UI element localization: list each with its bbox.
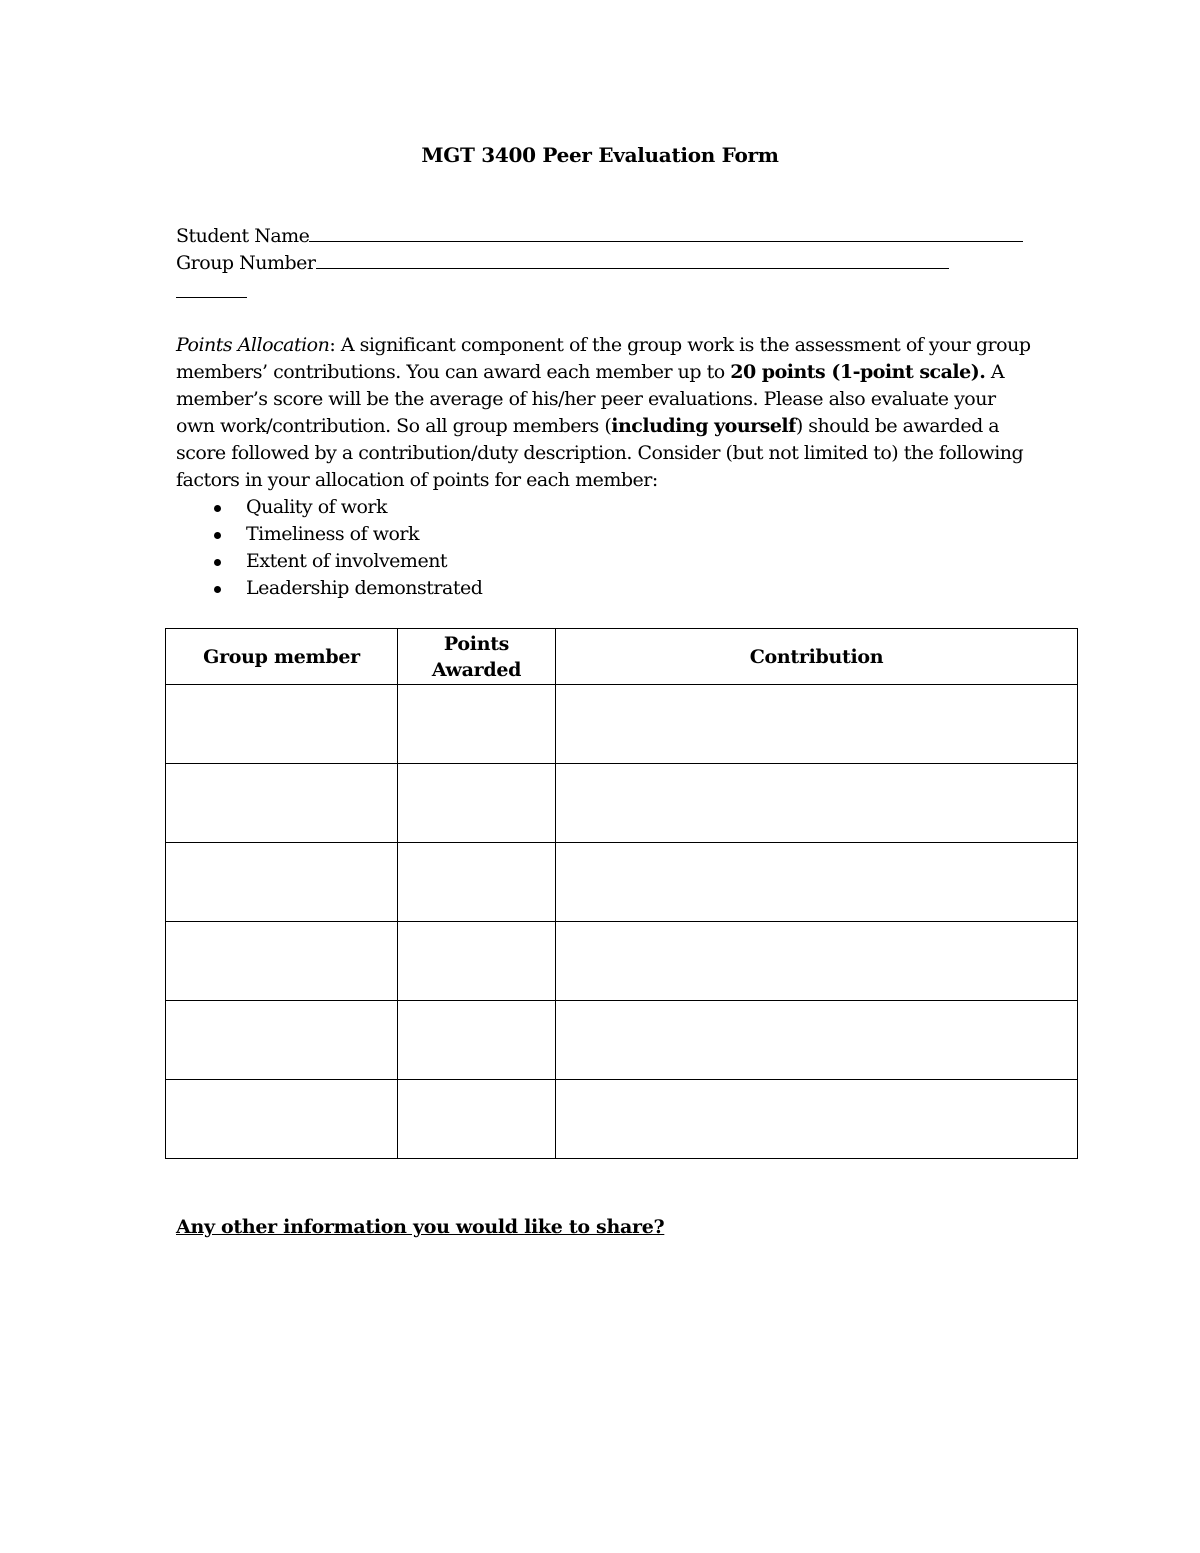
student-name-field[interactable]	[176, 223, 1023, 250]
points-cell[interactable]	[398, 922, 556, 1001]
table-row	[166, 764, 1078, 843]
page-title: MGT 3400 Peer Evaluation Form	[421, 143, 779, 167]
contribution-cell[interactable]	[556, 1001, 1078, 1080]
header-contribution: Contribution	[556, 629, 1078, 685]
instructions	[176, 332, 1036, 602]
instructions-text-2: A member’s score will be the average of his/her peer evaluations. Please also evaluate your own work/contribution. So all group members (	[176, 361, 1005, 437]
points-scale-emphasis: 20 points (1-point scale).	[730, 361, 986, 383]
factor-item	[176, 575, 1036, 602]
table-header-row	[166, 629, 1078, 685]
factor-item	[176, 548, 1036, 575]
table-row	[166, 843, 1078, 922]
table-row	[166, 1001, 1078, 1080]
group-number-blank-continuation	[176, 297, 247, 298]
group-number-label: Group Number	[176, 252, 316, 274]
member-cell[interactable]	[166, 1001, 398, 1080]
table-row	[166, 685, 1078, 764]
factors-list	[176, 494, 1036, 602]
factor-label: Quality of work	[246, 496, 388, 518]
bullet-icon	[214, 532, 221, 539]
member-cell[interactable]	[166, 922, 398, 1001]
other-information-question: Any other information you would like to share?	[176, 1216, 665, 1238]
evaluation-table	[165, 628, 1078, 1159]
group-number-field[interactable]	[176, 250, 949, 277]
table-row	[166, 922, 1078, 1001]
member-cell[interactable]	[166, 764, 398, 843]
factor-label: Extent of involvement	[246, 550, 448, 572]
table-row	[166, 1080, 1078, 1159]
member-cell[interactable]	[166, 685, 398, 764]
factor-label: Timeliness of work	[246, 523, 419, 545]
member-cell[interactable]	[166, 1080, 398, 1159]
contribution-cell[interactable]	[556, 922, 1078, 1001]
student-name-label: Student Name	[176, 225, 310, 247]
contribution-cell[interactable]	[556, 1080, 1078, 1159]
student-name-blank[interactable]	[309, 223, 1023, 242]
factor-item	[176, 494, 1036, 521]
factor-item	[176, 521, 1036, 548]
points-cell[interactable]	[398, 1080, 556, 1159]
header-group-member: Group member	[166, 629, 398, 685]
contribution-cell[interactable]	[556, 843, 1078, 922]
bullet-icon	[214, 505, 221, 512]
including-yourself-emphasis: including yourself	[611, 415, 796, 437]
bullet-icon	[214, 559, 221, 566]
group-number-blank[interactable]	[316, 250, 949, 269]
instructions-text-1: : A significant component of the group work is the assessment of your group members’ contributions. You can award each member up to	[176, 334, 1031, 383]
contribution-cell[interactable]	[556, 685, 1078, 764]
points-cell[interactable]	[398, 685, 556, 764]
points-cell[interactable]	[398, 1001, 556, 1080]
header-points-awarded	[398, 629, 556, 685]
bullet-icon	[214, 586, 221, 593]
instructions-paragraph	[176, 332, 1036, 494]
header-points-line2: Awarded	[431, 658, 522, 681]
header-points-line1: Points	[443, 632, 510, 655]
contribution-cell[interactable]	[556, 764, 1078, 843]
points-allocation-heading: Points Allocation	[176, 334, 330, 356]
member-cell[interactable]	[166, 843, 398, 922]
instructions-text-3: ) should be awarded a score followed by a contribution/duty description. Consider (but not limited to) the following factors in your allocation of points for each member:	[176, 415, 1024, 491]
points-cell[interactable]	[398, 843, 556, 922]
points-cell[interactable]	[398, 764, 556, 843]
factor-label: Leadership demonstrated	[246, 577, 483, 599]
